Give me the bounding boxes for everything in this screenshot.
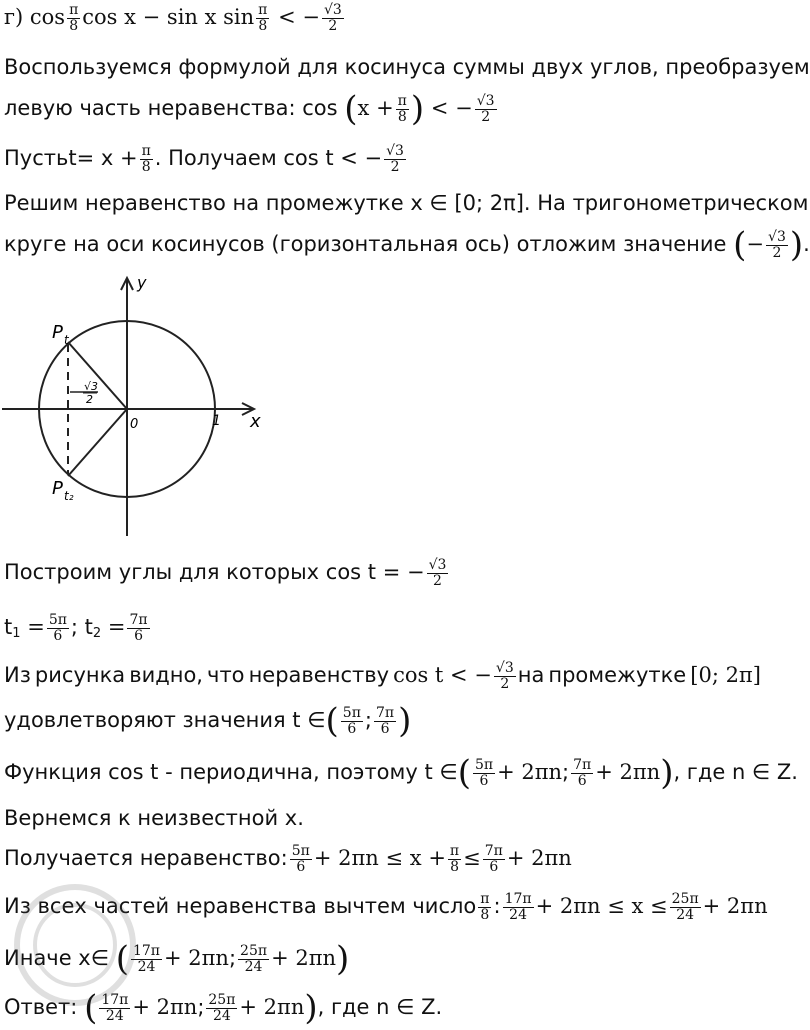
line-11: Функция cos t - периодична, поэтому t ∈( $\frac{5\pi}{6}$ + 2πn; $\frac{7\pi}{6}$ + 2πn), где n ∈ Z. bbox=[4, 753, 798, 793]
p2-subscript: t₂ bbox=[64, 489, 74, 503]
line-8: $t_1$ = $\frac{5\pi}{6}$ ; $t_2$ = $\frac{7\pi}{6}$ bbox=[4, 611, 148, 644]
line-15: Иначе x∈ ( $\frac{17\pi}{24}$ + 2πn; $\frac{25\pi}{24}$ + 2πn) bbox=[4, 939, 350, 979]
origin-label: 0 bbox=[130, 417, 139, 432]
unit-circle-diagram bbox=[0, 272, 300, 542]
line-10: удовлетворяют значения t ∈( $\frac{5\pi}{6}$ ; $\frac{7\pi}{6}$ ) bbox=[4, 701, 412, 741]
line-2: Воспользуемся формулой для косинуса суммы двух углов, преобразуем bbox=[4, 55, 810, 79]
y-axis-label: y bbox=[137, 273, 147, 292]
line-7: Построим углы для которых cos t = − $\frac{√3}{2}$ bbox=[4, 556, 447, 589]
line-1: г) cos $\frac{\pi}{8}$ cos x − sin x sin $\frac{\pi}{8}$ < − $\frac{√3}{2}$ bbox=[4, 2, 342, 34]
line-5: Решим неравенство на промежутке x ∈ [0; 2π]. На тригонометрическом bbox=[4, 191, 809, 215]
line-14: Из всех частей неравенства вычтем число $\frac{\pi}{8}$ : $\frac{17\pi}{24}$ + 2πn ≤ x ≤ $\frac{25\pi}{24}$ + 2πn bbox=[4, 890, 768, 923]
line-9: Из рисунка видно, что неравенству cos t < − $\frac{√3}{2}$ на промежутке [0; 2π] bbox=[4, 659, 761, 692]
fraction-pi-8: $\frac{\pi}{8}$ bbox=[69, 2, 79, 34]
watermark-logo bbox=[10, 880, 140, 1010]
radius-p1 bbox=[68, 342, 127, 409]
radius-p2 bbox=[68, 409, 127, 476]
line-12: Вернемся к неизвестной x. bbox=[4, 806, 304, 830]
p1-label: P bbox=[52, 322, 63, 343]
one-label: 1 bbox=[212, 413, 221, 429]
fraction-sqrt3-2: $\frac{√3}{2}$ bbox=[323, 2, 342, 34]
line-3: левую часть неравенства: cos (x + $\frac{\pi}{8}$ ) < − $\frac{√3}{2}$ bbox=[4, 89, 495, 129]
cos-value-denominator: 2 bbox=[86, 393, 93, 406]
p2-label: P bbox=[52, 478, 63, 499]
line-16: Ответ: ( $\frac{17\pi}{24}$ + 2πn; $\frac{25\pi}{24}$ + 2πn), где n ∈ Z. bbox=[4, 988, 443, 1028]
p1-subscript: t bbox=[64, 333, 69, 347]
x-axis-label: x bbox=[250, 411, 261, 432]
cos-value-numerator: √3 bbox=[84, 380, 99, 393]
line-13: Получается неравенство: $\frac{5\pi}{6}$ + 2πn ≤ x + $\frac{\pi}{8}$ ≤ $\frac{7\pi}{6}$ + 2πn bbox=[4, 842, 572, 875]
line-4: Пустьt= x + $\frac{\pi}{8}$ . Получаем cos t < − $\frac{√3}{2}$ bbox=[4, 142, 404, 175]
item-prefix: г) bbox=[4, 5, 24, 29]
line-6: круге на оси косинусов (горизонтальная ось) отложим значение (− $\frac{√3}{2}$ ). bbox=[4, 225, 810, 265]
